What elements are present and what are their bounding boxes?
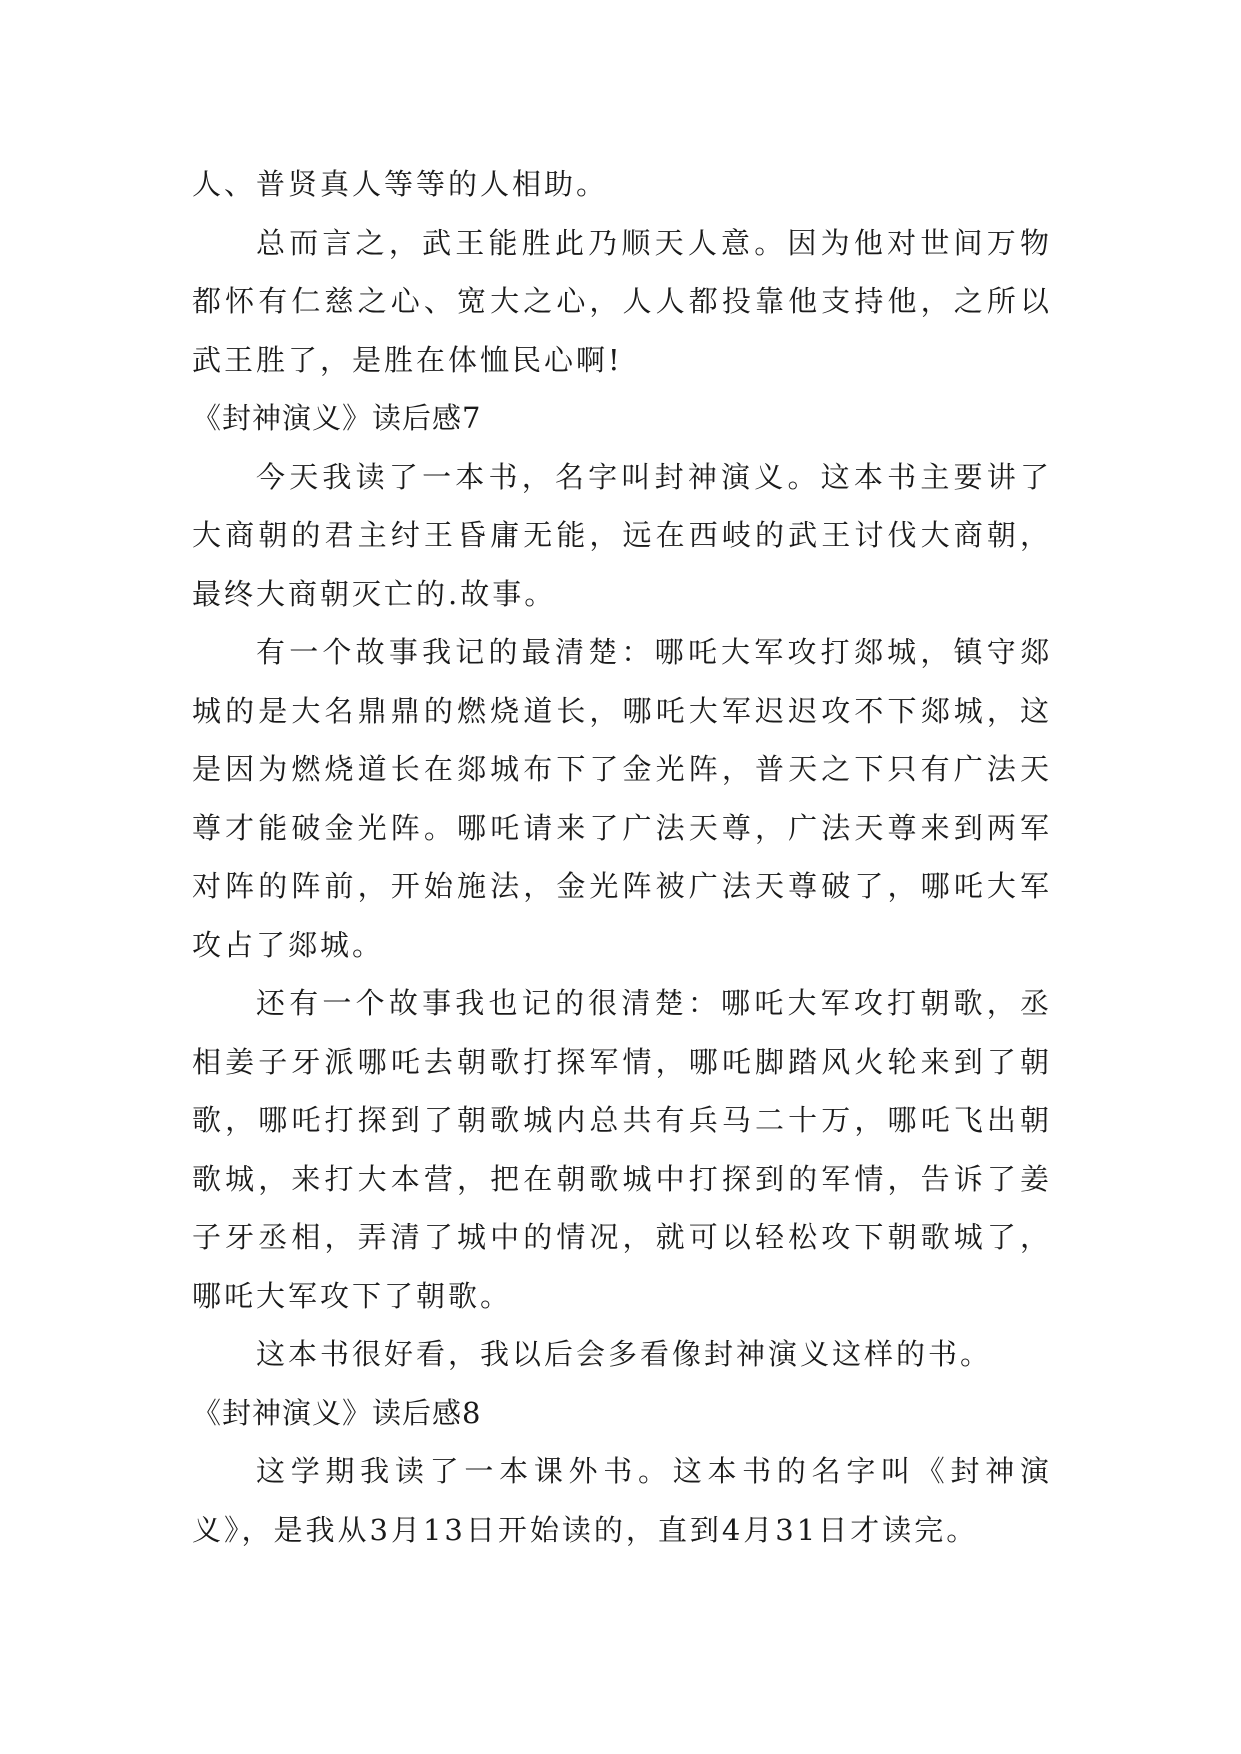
- paragraph-intro-8: 这学期我读了一本课外书。这本书的名字叫《封神演义》，是我从3月13日开始读的，直到4月31日才读完。: [192, 1454, 1052, 1547]
- paragraph-continuation: 人、普贤真人等等的人相助。: [192, 167, 609, 201]
- paragraph-closing-7: 这本书很好看，我以后会多看像封神演义这样的书。: [256, 1337, 993, 1371]
- paragraph-story-1: 有一个故事我记的最清楚：哪吒大军攻打郯城，镇守郯城的是大名鼎鼎的燃烧道长，哪吒大军迟迟攻不下郯城，这是因为燃烧道长在郯城布下了金光阵，普天之下只有广法天尊才能破金光阵。哪吒请来了广法天尊，广法天尊来到两军对阵的阵前，开始施法，金光阵被广法天尊破了，哪吒大军攻占了郯城。: [192, 635, 1052, 962]
- paragraph-story-2: 还有一个故事我也记的很清楚：哪吒大军攻打朝歌，丞相姜子牙派哪吒去朝歌打探军情，哪吒脚踏风火轮来到了朝歌，哪吒打探到了朝歌城内总共有兵马二十万，哪吒飞出朝歌城，来打大本营，把在朝歌城中打探到的军情，告诉了姜子牙丞相，弄清了城中的情况，就可以轻松攻下朝歌城了，哪吒大军攻下了朝歌。: [192, 986, 1052, 1313]
- paragraph-conclusion: 总而言之，武王能胜此乃顺天人意。因为他对世间万物都怀有仁慈之心、宽大之心，人人都投靠他支持他，之所以武王胜了，是胜在体恤民心啊!: [192, 225, 1052, 377]
- section-heading-7: 《封神演义》读后感7: [192, 401, 482, 435]
- paragraph-intro-7: 今天我读了一本书，名字叫封神演义。这本书主要讲了大商朝的君主纣王昏庸无能，远在西岐的武王讨伐大商朝，最终大商朝灭亡的.故事。: [192, 459, 1052, 611]
- section-heading-8: 《封神演义》读后感8: [192, 1395, 482, 1430]
- document-body: [192, 155, 1052, 1559]
